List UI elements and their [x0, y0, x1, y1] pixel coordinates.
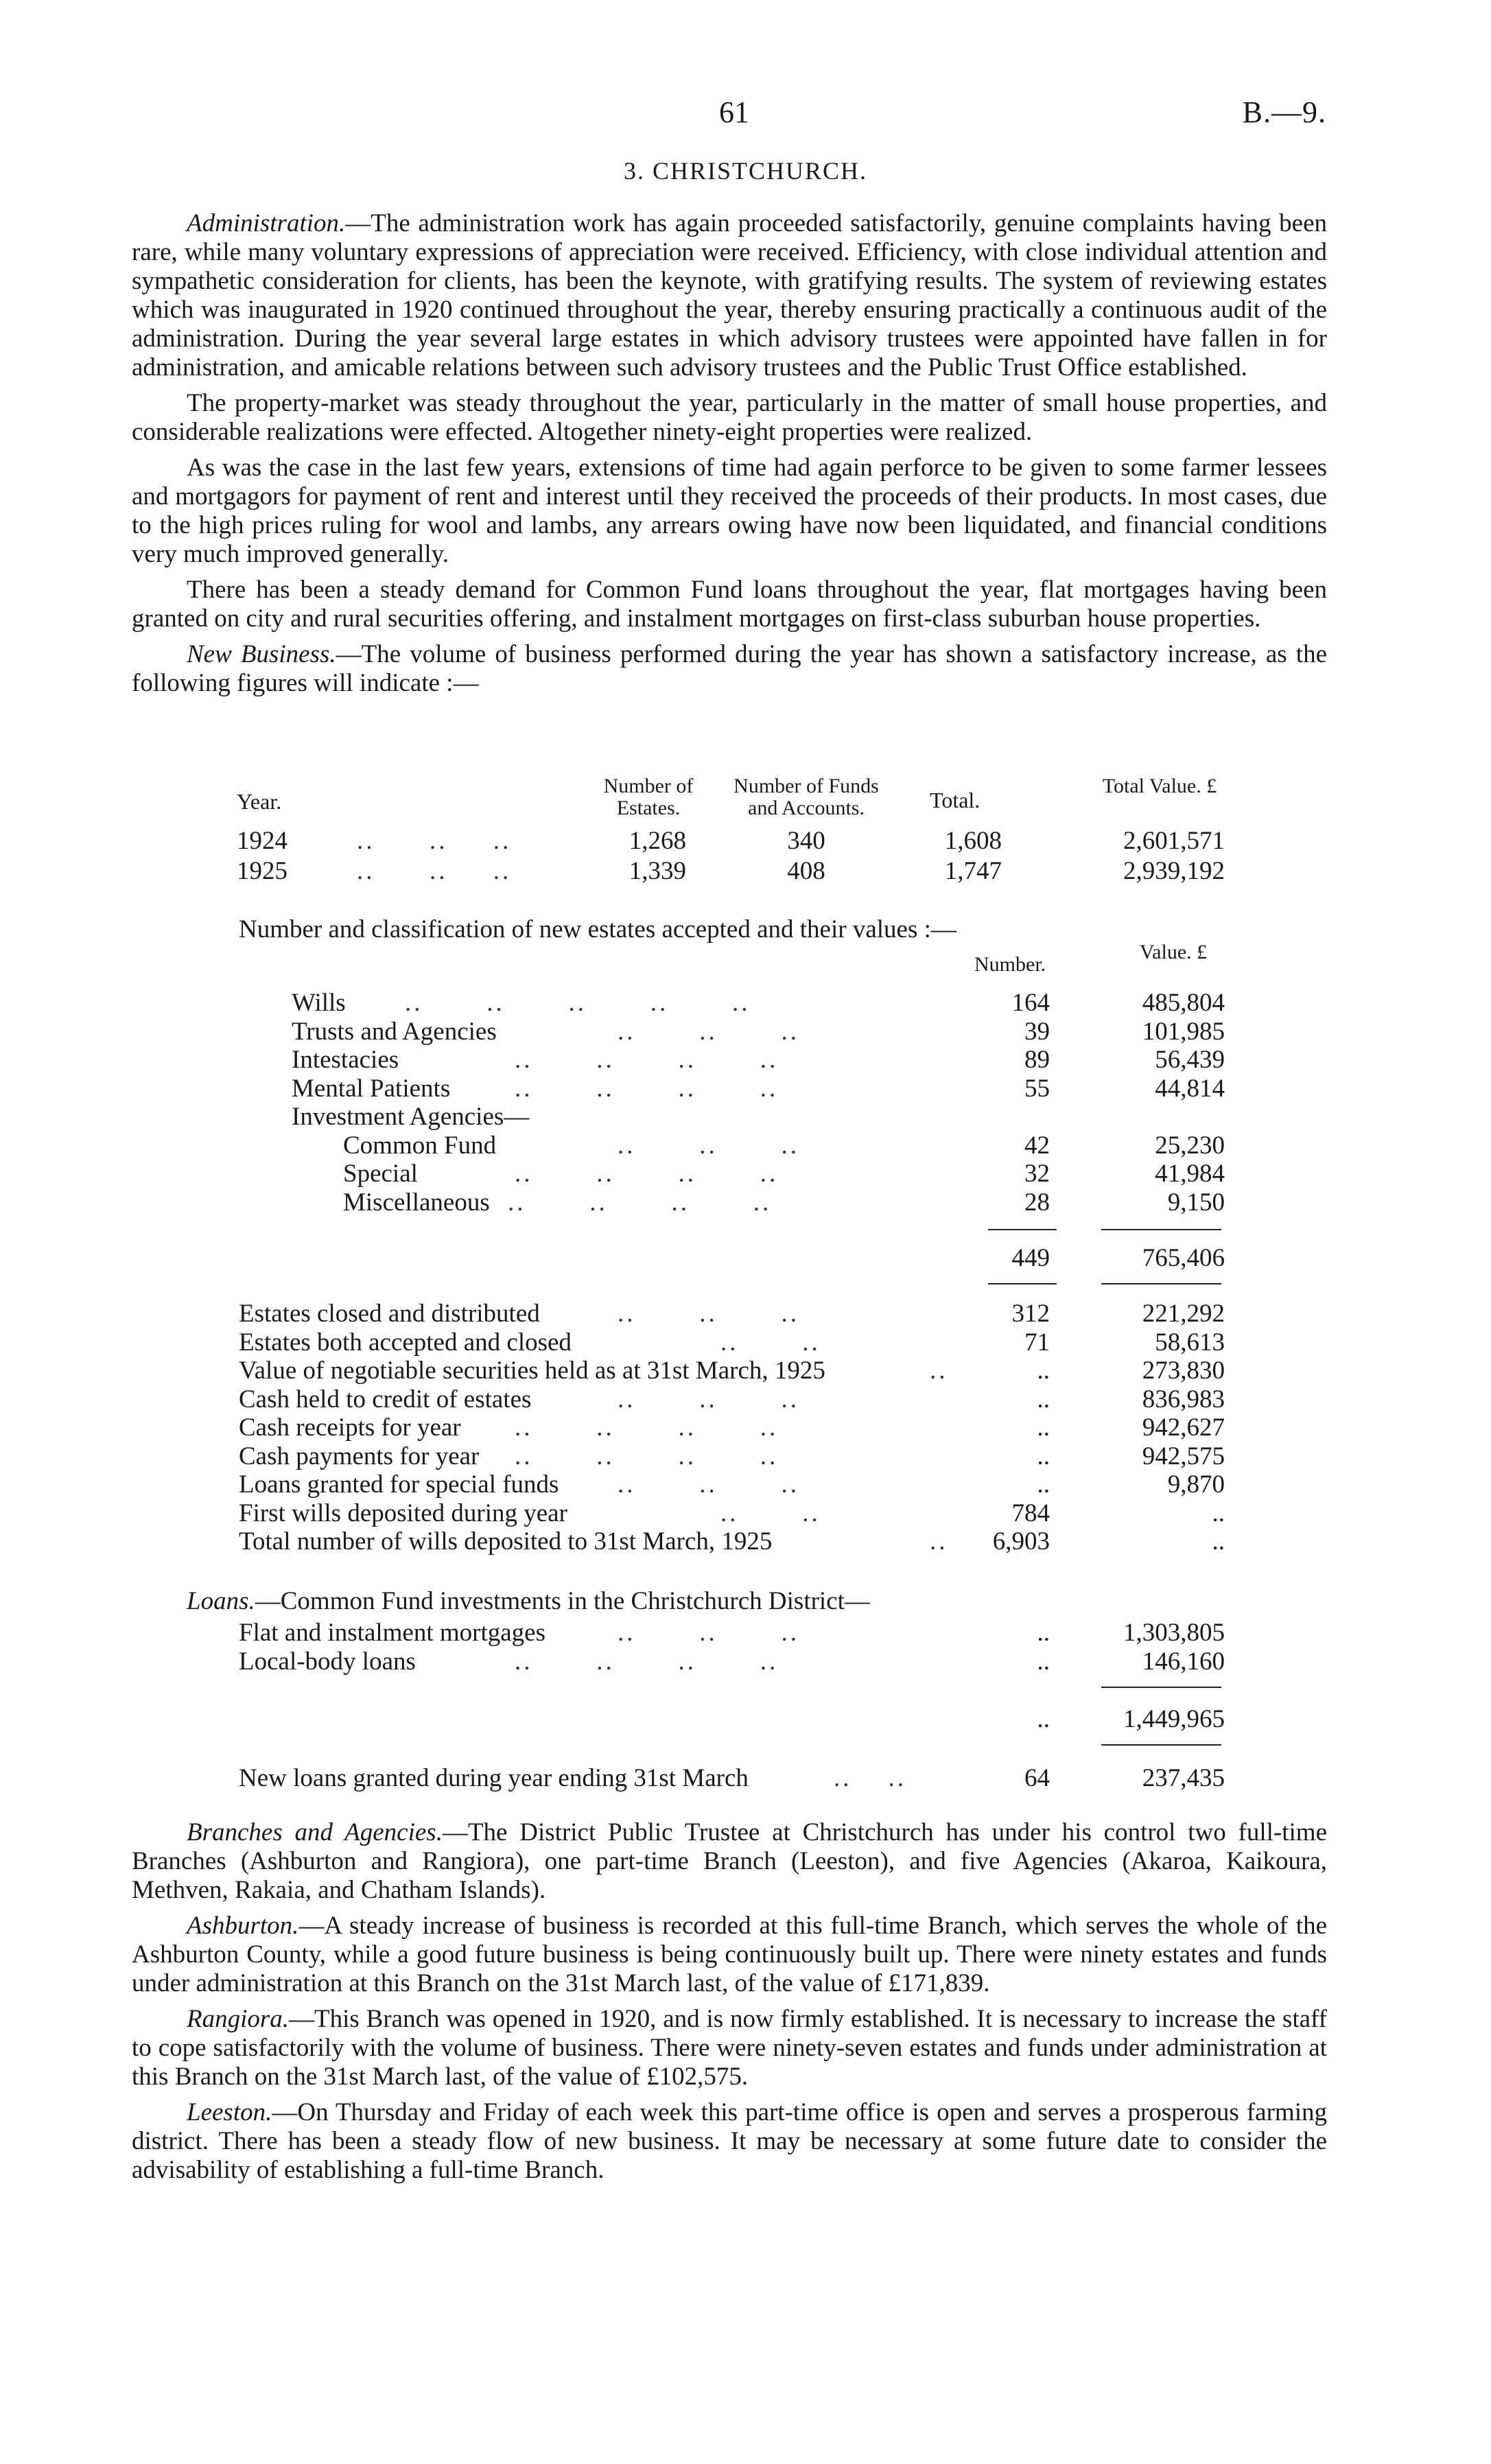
intro-text: [132, 209, 1327, 705]
row-value: ..: [1212, 1527, 1225, 1556]
loans-total-value: 1,449,965: [1123, 1705, 1225, 1733]
row-label: Flat and instalment mortgages: [239, 1619, 545, 1647]
row-number: 28: [1024, 1188, 1050, 1217]
row-label: Estates closed and distributed: [239, 1300, 540, 1328]
loans-heading: Loans.—Common Fund investments in the Christchurch District—: [187, 1587, 870, 1615]
ashburton-paragraph: Ashburton.—A steady increase of business is recorded at this full-time Branch, which serves the whole of the Ashburton County, while a good future business is being continuously built up. There were ninety estates and funds under administration at this Branch on the 31st March last, of the value of £171,839.: [132, 1912, 1327, 1997]
row-number: 6,903: [992, 1527, 1050, 1556]
total-rule: [988, 1283, 1057, 1284]
leader-dots: .. .. ..: [618, 1300, 799, 1328]
row-number: 71: [1024, 1328, 1050, 1357]
new-business-paragraph: New Business.—The volume of business performed during the year has shown a satisfactory increase, as the following figures will indicate :—: [132, 640, 1328, 697]
leeston-paragraph: Leeston.—On Thursday and Friday of each week this part-time office is open and serves a prosperous farming district. There has been a steady flow of new business. It may be necessary at some future date to consider the advisability of establishing a full-time Branch.: [132, 2098, 1327, 2184]
branches-paragraph: Branches and Agencies.—The District Public Trustee at Christchurch has under his control two full-time Branches (Ashburton and Rangiora), one part-time Branch (Leeston), and five Agencies (Akaroa, Kaikoura, Methven, Rakaia, and Chatham Islands).: [132, 1818, 1327, 1904]
document-page: 61 B.—9. 3. CHRISTCHURCH. Administration.—The administration work has again proceeded satisfactorily, genuine complaints having been rare, while many voluntary expressions of appreciation were received. Efficiency, with close individual attention and sympathetic consideration for clients, has been the keynote, with gratifying results. The system of reviewing estates which was inaugurated in 1920 continued throughout the year, thereby ensuring practically a continuous audit of the administration. During the year several large estates in which advisory trustees were appointed have fallen in for administration, and amicable relations between such advisory trustees and the Public Trust Office established. The property-market was steady throughout the year, particularly in the matter of small house properties, and considerable realizations were effected. Altogether ninety-eight properties were realized. As was the case in the last few years, extensions of time had again perforce to be given to some farmer lessees and mortgagors for payment of rent and interest until they received the proceeds of their products. In most cases, due to the high prices ruling for wool and lambs, any arrears owing have now been liquidated, and financial conditions very much improved generally. There has been a steady demand for Common Fund loans throughout the year, flat mortgages having been granted on city and rural securities offering, and instalment mortgages on first-class suburban house properties. New Business.—The volume of business performed during the year has shown a satisfactory increase, as the following figures will indicate :— Year. Number of Estates. Number of Funds and Accounts. Total. Total Value. £ 1924 .. .. .. 1,268 340 1,608 2,601,571 1925 .. .. .. 1,339 408 1,747 2,939,192 Number and classification of new estates accepted and their values :— Number. Value. £ Wills .. .. .. .. .. 164 485,804 Trusts and Agencies .. .. .. 39 101,985 Intestacies .. .. .. .. 89 56,439 Mental Patients .. .. .. .. 55 44,814 Investment Agencies— Common Fund .. .. .. 42 25,230 Special .. .. .. .. 32 41,984 Miscellaneous .. .. .. .. 28 9,150 449 765,406 Estates closed and distributed .. .. .. 312 221,292 Estates both accepted and closed .. .. 71 58,613 Value of negotiable securities held as at 31st March, 1925 .. .. 273,830 Cash held to credit of estates .. .. .. .. 836,983 Cash receipts for year .. .. .. .. .. 942,627 Cash payments for year .. .. .. .. .. 942,575 Loans granted for special funds .. .. .. .. 9,870 First wills deposited during year .. .. 784 .. Total number of wills deposited to 31st March, 1925 .. 6,903 .. Loans.—Common Fund investments in the Christchurch District— Flat and instalment mortgages .. .. .. .. 1,303,805 Local-body loans .. .. .. .. .. 146,160 .. 1,449,965 New loans granted during year ending 31st March .. .. 64 237,435 Branches and Agencies.—The District Public Trustee at Christchurch has under his control two full-time Branches (Ashburton and Rangiora), one part-time Branch (Leeston), and five Agencies (Akaroa, Kaikoura, Methven, Rakaia, and Chatham Islands). Ashburton.—A steady increase of business is recorded at this full-time Branch, which serves the whole of the Ashburton County, while a good future business is being continuously built up. There were ninety estates and funds under administration at this Branch on the 31st March last, of the value of £171,839. Rangiora.—This Branch was opened in 1920, and is now firmly established. It is necessary to increase the staff to cope satisfactorily with the volume of business. There were ninety-seven estates and funds under administration at this Branch on the 31st March last, of the value of £102,575. Leeston.—On Thursday and Friday of each week this part-time office is open and serves a prosperous farming district. There has been a steady flow of new business. It may be necessary at some future date to consider the advisability of establishing a full-time Branch.: [0, 0, 1491, 2464]
leader-dots: ..: [930, 1527, 948, 1556]
row-label: Estates both accepted and closed: [239, 1328, 572, 1357]
row-value: 44,814: [1155, 1074, 1225, 1103]
extensions-paragraph: As was the case in the last few years, extensions of time had again perforce to be given to some farmer lessees and mortgagors for payment of rent and interest until they received the proceeds of their products. In most cases, due to the high prices ruling for wool and lambs, any arrears owing have now been liquidated, and financial conditions very much improved generally.: [132, 454, 1327, 568]
row-label: Common Fund: [343, 1131, 497, 1160]
row-value: 485,804: [1142, 989, 1225, 1017]
row-value: 101,985: [1142, 1017, 1225, 1046]
col-header-total: Total.: [930, 788, 981, 812]
col-header-estates: Number of Estates.: [603, 775, 694, 819]
new-loans-value: 237,435: [1142, 1764, 1225, 1792]
leader-dots: .. .. .. ..: [515, 1413, 779, 1442]
classification-total-value: 765,406: [1142, 1244, 1225, 1272]
leader-dots: ..: [930, 1357, 948, 1385]
row-value: 942,627: [1142, 1413, 1225, 1442]
row-value: 836,983: [1142, 1385, 1225, 1413]
row-label: Wills: [292, 989, 346, 1017]
row-label: Cash held to credit of estates: [239, 1385, 532, 1413]
row-value: 9,150: [1167, 1188, 1225, 1217]
leader-dots: .. .. .. ..: [508, 1188, 772, 1217]
new-loans-label: New loans granted during year ending 31st March: [239, 1764, 749, 1792]
branches-text: [132, 1818, 1327, 2192]
new-loans-number: 64: [1024, 1764, 1050, 1792]
row-value: ..: [1212, 1499, 1225, 1527]
col-header-funds: Number of Funds and Accounts.: [733, 775, 879, 819]
row-label: Investment Agencies—: [292, 1103, 530, 1131]
leader-dots: .. ..: [720, 1499, 821, 1527]
row-label: Special: [343, 1160, 418, 1188]
loans-subtotal-rule: [1101, 1687, 1221, 1688]
row-label: Miscellaneous: [343, 1188, 490, 1217]
row-number: ..: [1037, 1442, 1050, 1470]
row-value: 273,830: [1142, 1357, 1225, 1385]
row-number: ..: [1037, 1619, 1050, 1647]
row-label: First wills deposited during year: [239, 1499, 567, 1527]
loans-total-number: ..: [1037, 1705, 1050, 1733]
row-number: 39: [1024, 1017, 1050, 1046]
row-number: 32: [1024, 1160, 1050, 1188]
loans-total-rule: [1101, 1744, 1221, 1746]
leader-dots: .. .. ..: [618, 1385, 799, 1413]
subtotal-rule: [1101, 1229, 1221, 1230]
row-number: ..: [1037, 1647, 1050, 1676]
row-number: 312: [1011, 1300, 1050, 1328]
row-label: Cash receipts for year: [239, 1413, 461, 1442]
classification-total-number: 449: [1011, 1244, 1050, 1272]
row-label: Cash payments for year: [239, 1442, 480, 1470]
leader-dots: .. .. .. ..: [515, 1074, 779, 1103]
leader-dots: .. .. .. ..: [515, 1046, 779, 1074]
row-label: Mental Patients: [292, 1074, 451, 1103]
row-number: 784: [1011, 1499, 1050, 1527]
leader-dots: .. .. ..: [618, 1131, 799, 1160]
leader-dots: .. .. .. ..: [515, 1442, 779, 1470]
row-number: 55: [1024, 1074, 1050, 1103]
subtotal-rule: [988, 1229, 1057, 1230]
row-value: 1,303,805: [1123, 1619, 1225, 1647]
common-fund-paragraph: There has been a steady demand for Common Fund loans throughout the year, flat mortgages having been granted on city and rural securities offering, and instalment mortgages on first-class suburban house properties.: [132, 576, 1327, 633]
row-number: ..: [1037, 1357, 1050, 1385]
row-label: Loans granted for special funds: [239, 1470, 559, 1499]
leader-dots: .. .. .. ..: [515, 1647, 779, 1676]
row-label: Value of negotiable securities held as at 31st March, 1925: [239, 1357, 825, 1385]
row-value: 56,439: [1155, 1046, 1225, 1074]
row-label: Trusts and Agencies: [292, 1017, 497, 1046]
row-label: Local-body loans: [239, 1647, 416, 1676]
row-number: ..: [1037, 1470, 1050, 1499]
leader-dots: .. .. ..: [618, 1619, 799, 1647]
classification-intro: Number and classification of new estates accepted and their values :—: [239, 915, 956, 943]
document-code: B.—9.: [1242, 95, 1326, 129]
row-value: 942,575: [1142, 1442, 1225, 1470]
total-rule: [1101, 1283, 1221, 1284]
leader-dots: .. .. .. .. ..: [405, 989, 751, 1017]
section-title: 3. CHRISTCHURCH.: [623, 157, 868, 185]
row-value: 221,292: [1142, 1300, 1225, 1328]
leader-dots: .. ..: [720, 1328, 821, 1357]
col-header-number: Number.: [974, 953, 1046, 976]
administration-paragraph: Administration.—The administration work has again proceeded satisfactorily, genuine complaints having been rare, while many voluntary expressions of appreciation were received. Efficiency, with close individual attention and sympathetic consideration for clients, has been the keynote, with gratifying results. The system of reviewing estates which was inaugurated in 1920 continued throughout the year, thereby ensuring practically a continuous audit of the administration. During the year several large estates in which advisory trustees were appointed have fallen in for administration, and amicable relations between such advisory trustees and the Public Trust Office established.: [132, 209, 1327, 382]
row-number: 164: [1011, 989, 1050, 1017]
page-number: 61: [719, 95, 749, 129]
row-value: 146,160: [1142, 1647, 1225, 1676]
row-value: 58,613: [1155, 1328, 1225, 1357]
rangiora-paragraph: Rangiora.—This Branch was opened in 1920, and is now firmly established. It is necessary to increase the staff to cope satisfactorily with the volume of business. There were ninety-seven estates and funds under administration at this Branch on the 31st March last, of the value of £102,575.: [132, 2005, 1327, 2091]
row-number: ..: [1037, 1385, 1050, 1413]
row-number: 89: [1024, 1046, 1050, 1074]
leader-dots: .. .. .. ..: [515, 1160, 779, 1188]
row-value: 41,984: [1155, 1160, 1225, 1188]
col-header-value: Value. £: [1139, 941, 1208, 963]
row-label: Intestacies: [292, 1046, 399, 1074]
col-header-year: Year.: [237, 789, 282, 814]
row-number: 42: [1024, 1131, 1050, 1160]
leader-dots: .. .. ..: [618, 1470, 799, 1499]
row-value: 9,870: [1167, 1470, 1225, 1499]
row-number: ..: [1037, 1413, 1050, 1442]
leader-dots: .. .. ..: [618, 1017, 799, 1046]
row-label: Total number of wills deposited to 31st March, 1925: [239, 1527, 773, 1556]
col-header-total-value: Total Value. £: [1102, 775, 1217, 797]
property-market-paragraph: The property-market was steady throughout the year, particularly in the matter of small house properties, and considerable realizations were effected. Altogether ninety-eight properties were realized.: [132, 389, 1327, 446]
row-value: 25,230: [1155, 1131, 1225, 1160]
